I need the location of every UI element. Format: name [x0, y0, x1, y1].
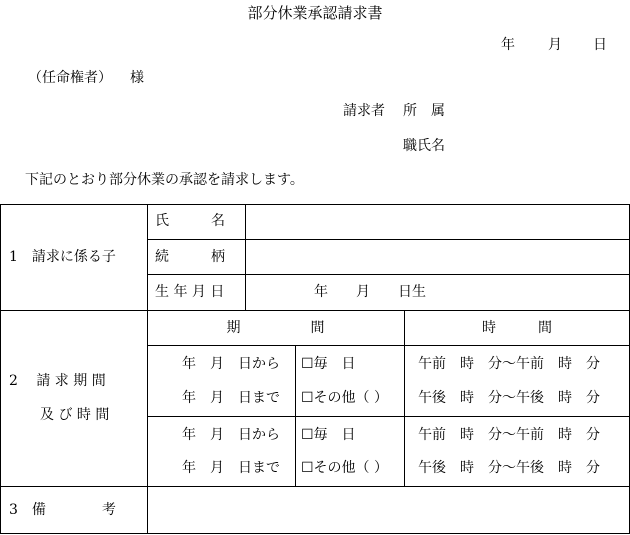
section3-label: 3 備 考 — [9, 502, 116, 518]
period-row-time: 午後 時 分～午後 時 分 — [418, 460, 600, 476]
date-year-label: 年 — [501, 37, 515, 53]
child-birthdate-label: 生 年 月 日 — [155, 284, 225, 300]
affiliation-label: 所 属 — [403, 103, 445, 119]
period-row-date: 年 月 日まで — [182, 390, 280, 406]
period-row-kind: ☐毎 日 — [301, 427, 356, 443]
date-month-label: 月 — [548, 37, 562, 53]
section2-label-line2: 及 び 時 間 — [40, 407, 110, 423]
time-header: 時 間 — [482, 320, 552, 336]
intro-text: 下記のとおり部分休業の承認を請求します。 — [25, 172, 304, 188]
section1-label: 1 請求に係る子 — [9, 249, 116, 265]
period-row-kind: ☐その他（ ） — [301, 460, 389, 476]
document-title: 部分休業承認請求書 — [247, 4, 383, 22]
period-row-date: 年 月 日から — [182, 427, 280, 443]
section2-label-line1: 2 請 求 期 間 — [9, 373, 106, 389]
period-row-kind: ☐その他（ ） — [301, 390, 389, 406]
position-name-label: 職氏名 — [403, 138, 445, 154]
child-birthdate-value: 年 月 日生 — [314, 284, 426, 300]
period-row-time: 午前 時 分～午前 時 分 — [418, 356, 600, 372]
period-row-date: 年 月 日から — [182, 356, 280, 372]
period-row-time: 午前 時 分～午前 時 分 — [418, 427, 600, 443]
requester-label: 請求者 — [343, 103, 385, 119]
period-header: 期 間 — [226, 320, 325, 336]
date-day-label: 日 — [593, 37, 607, 53]
child-relation-label: 続 柄 — [155, 249, 225, 265]
child-name-label: 氏 名 — [155, 213, 225, 229]
period-row-time: 午後 時 分～午後 時 分 — [418, 390, 600, 406]
period-row-date: 年 月 日まで — [182, 460, 280, 476]
period-row-kind: ☐毎 日 — [301, 356, 356, 372]
appointer-honorific: 様 — [130, 70, 144, 86]
appointer-label: （任命権者） — [28, 70, 112, 86]
